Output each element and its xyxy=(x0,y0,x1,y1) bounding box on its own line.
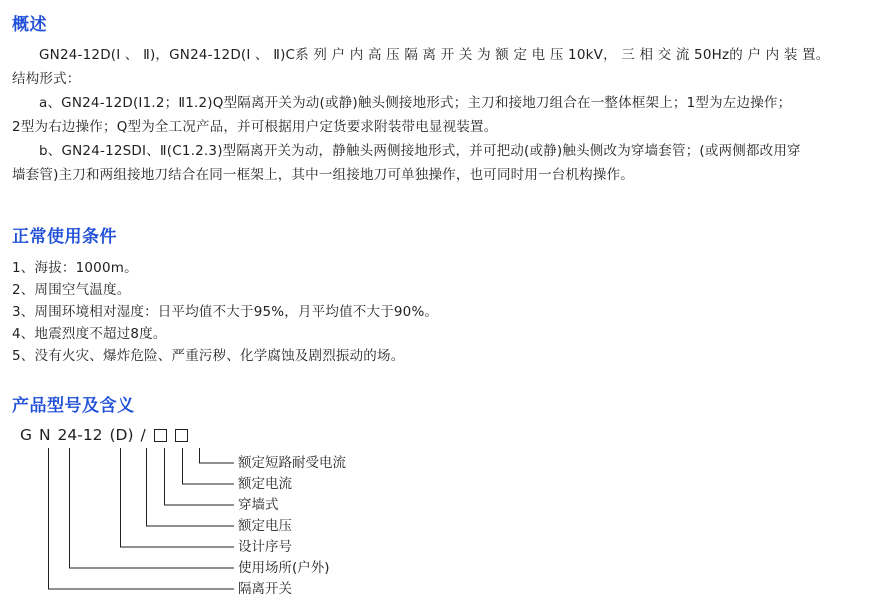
leader-label-short-circuit-current: 额定短路耐受电流 xyxy=(238,455,346,471)
overview-paragraph: a、GN24-12D(Ⅰ1.2；Ⅱ1.2)Q型隔离开关为动(或静)触头侧接地形式；主刀和接地刀组合在一整体框架上；1型为左边操作； xyxy=(39,95,792,111)
list-item: 2、周围空气温度。 xyxy=(12,282,131,298)
leader-label-design-number: 设计序号 xyxy=(238,539,292,555)
code-part-rated-voltage: 24-12 xyxy=(57,426,103,444)
model-code-diagram xyxy=(12,426,878,611)
section-title-normal-conditions: 正常使用条件 xyxy=(12,227,117,247)
list-item: 3、周围环境相对湿度：日平均值不大于95%，月平均值不大于90%。 xyxy=(12,304,439,320)
overview-paragraph: GN24-12D(Ⅰ 、 Ⅱ)，GN24-12D(Ⅰ 、 Ⅱ)C系 列 户 内 高 压 隔 离 开 关 为 额 定 电 压 10kV， 三 相 交 流 50Hz的 户 内 装 置。 xyxy=(39,47,830,63)
code-part-design-no: (D) xyxy=(109,426,134,444)
list-item: 1、海拔：1000m。 xyxy=(12,260,138,276)
conditions-list xyxy=(12,257,878,367)
section-overview xyxy=(12,10,878,186)
overview-paragraph: b、GN24-12SDⅠ、Ⅱ(C1.2.3)型隔离开关为动，静触头两侧接地形式，并可把动(或静)触头侧改为穿墙套管；(或两侧都改用穿 xyxy=(39,143,801,159)
list-item: 5、没有火灾、爆炸危险、严重污秽、化学腐蚀及剧烈振动的场。 xyxy=(12,348,405,364)
overview-paragraph: 结构形式： xyxy=(12,71,81,87)
section-title-overview: 概述 xyxy=(12,15,47,35)
section-normal-conditions xyxy=(12,222,878,367)
leader-label-isolating-switch: 隔离开关 xyxy=(238,581,292,597)
section-spacer xyxy=(12,373,878,391)
code-part-slash: / xyxy=(140,426,146,444)
list-item: 4、地震烈度不超过8度。 xyxy=(12,326,167,342)
overview-paragraph: 墙套管)主刀和两组接地刀结合在同一框架上，其中一组接地刀可单独操作，也可同时用一台机构操作。 xyxy=(12,167,634,183)
overview-paragraph: 2型为右边操作；Q型为全工况产品，并可根据用户定货要求附装带电显视装置。 xyxy=(12,119,498,135)
leader-labels xyxy=(12,426,878,611)
leader-label-usage-place: 使用场所(户外) xyxy=(238,560,330,576)
code-part-g: G xyxy=(20,426,33,444)
leader-label-rated-current: 额定电流 xyxy=(238,476,292,492)
leader-label-wall-bushing: 穿墙式 xyxy=(238,497,279,513)
section-model-meaning xyxy=(12,391,878,611)
section-title-model-meaning: 产品型号及含义 xyxy=(12,396,135,416)
section-spacer xyxy=(12,192,878,222)
code-part-n: N xyxy=(38,426,51,444)
leader-label-rated-voltage: 额定电压 xyxy=(238,518,292,534)
